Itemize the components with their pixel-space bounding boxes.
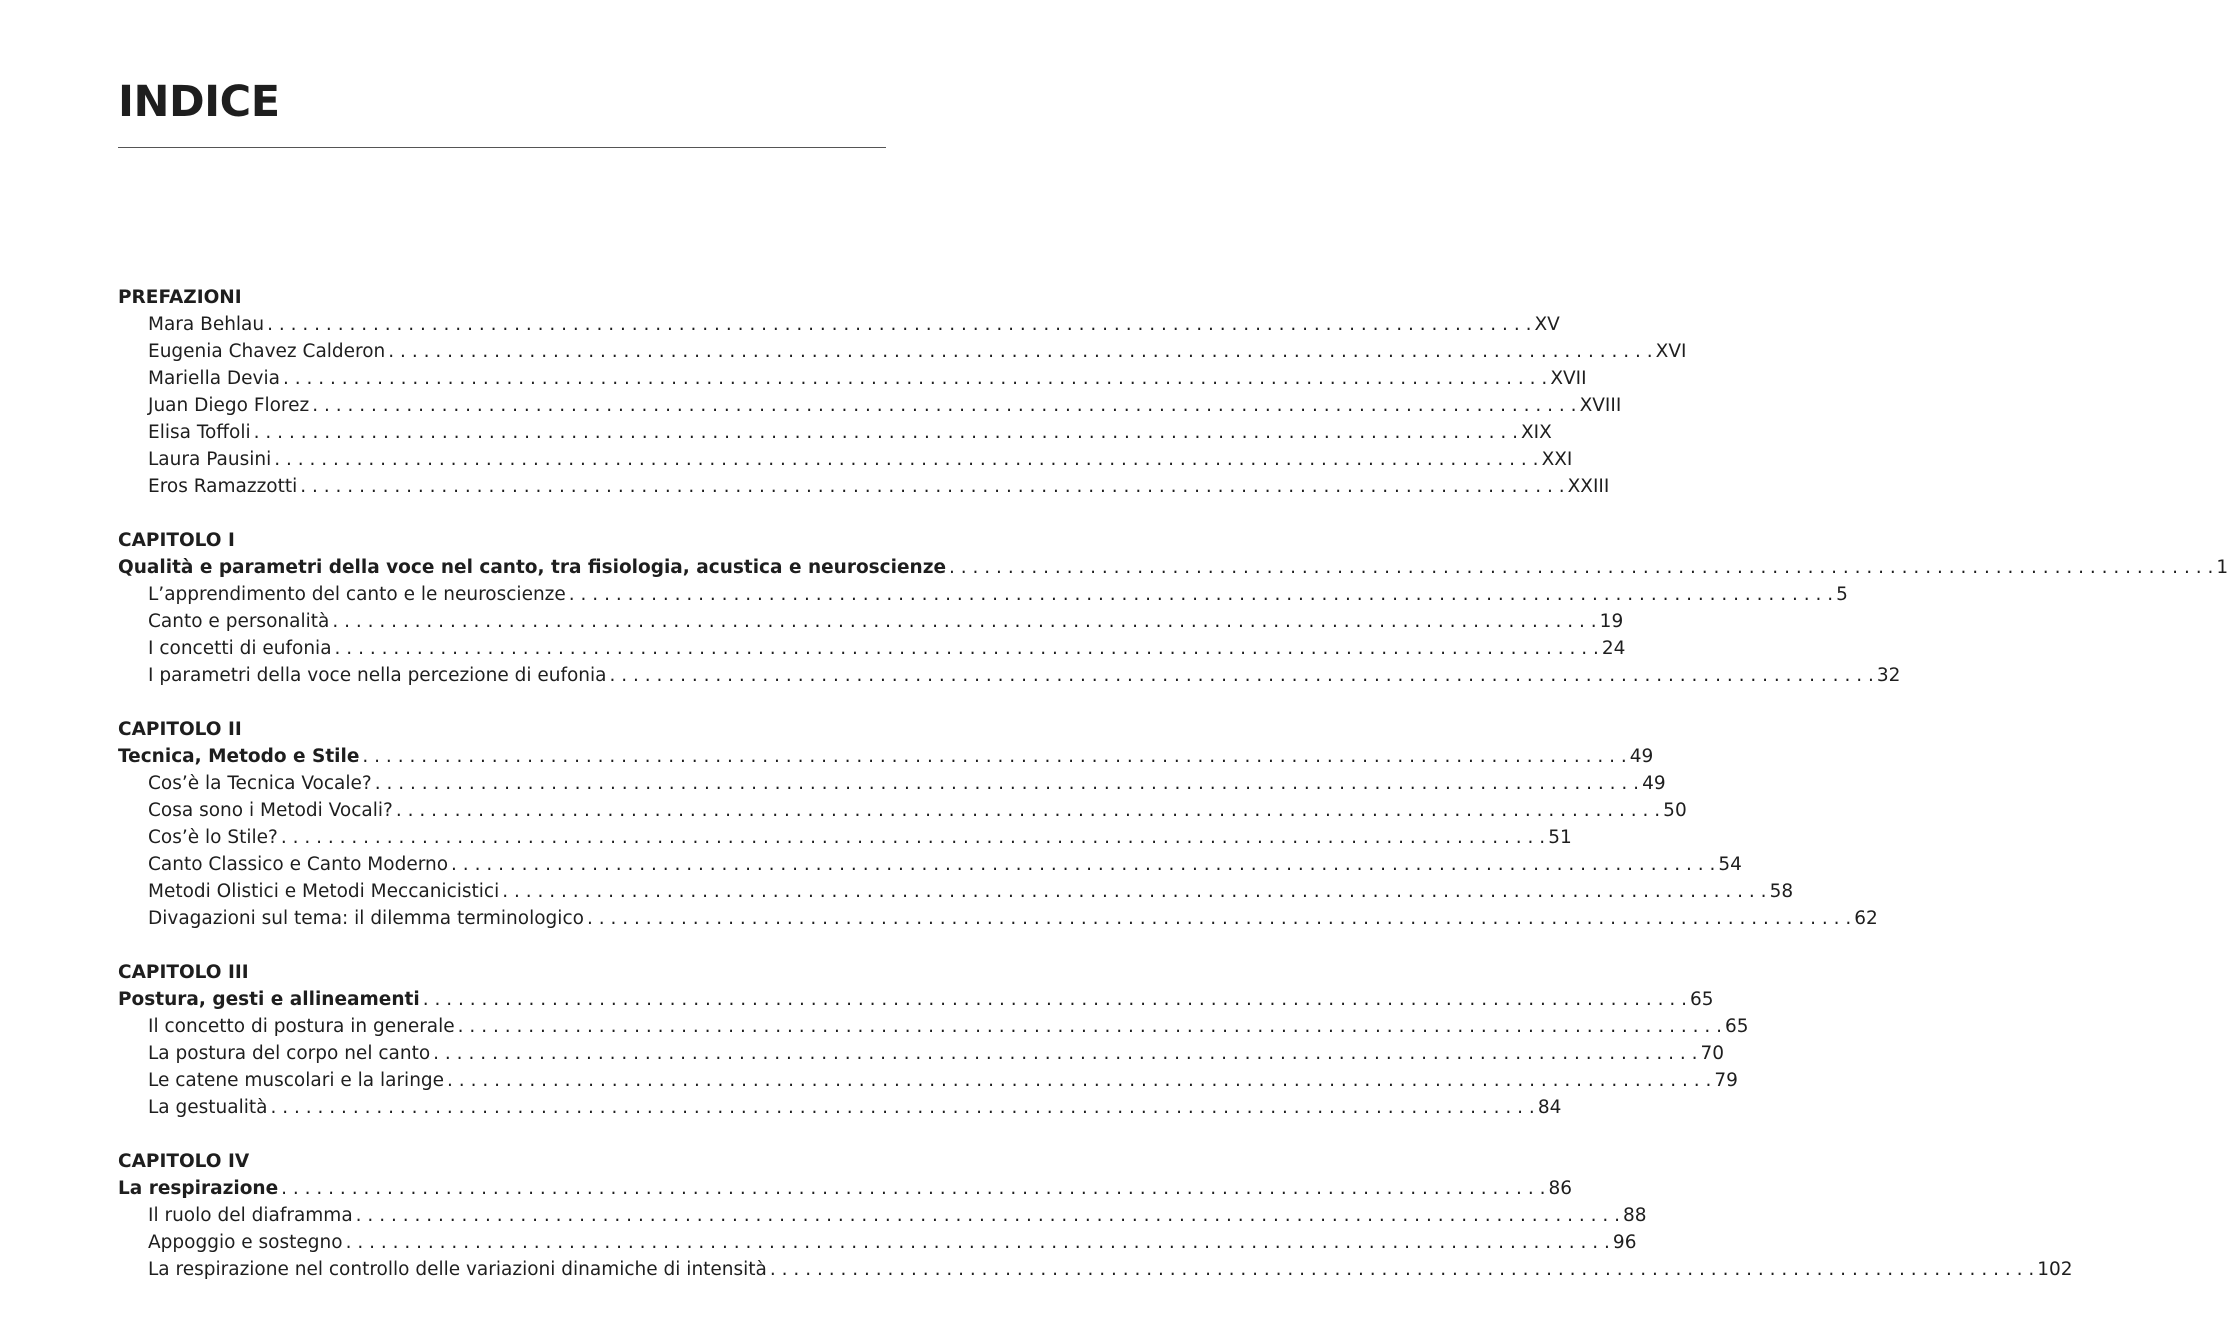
entry-title: I concetti di eufonia bbox=[148, 638, 332, 659]
entry-title: Eugenia Chavez Calderon bbox=[148, 341, 386, 362]
section-heading: CAPITOLO III bbox=[118, 962, 249, 983]
toc-section-capitolo-2 bbox=[118, 716, 1878, 932]
entry-title: Postura, gesti e allineamenti bbox=[118, 989, 420, 1010]
toc-chapter-entry[interactable] bbox=[118, 743, 1654, 770]
toc-chapter-entry[interactable] bbox=[118, 1175, 1573, 1202]
toc-entry[interactable] bbox=[118, 1094, 1562, 1121]
toc-entry[interactable] bbox=[118, 797, 1687, 824]
dot-leader bbox=[444, 1067, 1714, 1094]
entry-page: 50 bbox=[1663, 800, 1687, 821]
entry-title: Mara Behlau bbox=[148, 314, 265, 335]
dot-leader bbox=[946, 554, 2216, 581]
entry-title: La respirazione nel controllo delle variazioni dinamiche di intensità bbox=[148, 1259, 767, 1280]
section-heading: CAPITOLO II bbox=[118, 719, 242, 740]
entry-page: XIX bbox=[1521, 422, 1552, 443]
entry-page: 1 bbox=[2216, 557, 2228, 578]
toc-section-capitolo-4 bbox=[118, 1148, 2073, 1283]
entry-page: XXI bbox=[1541, 449, 1573, 470]
toc-entry[interactable] bbox=[118, 905, 1878, 932]
entry-page: XV bbox=[1534, 314, 1560, 335]
entry-title: Tecnica, Metodo e Stile bbox=[118, 746, 360, 767]
entry-page: 19 bbox=[1599, 611, 1624, 632]
entry-title: I parametri della voce nella percezione di eufonia bbox=[148, 665, 607, 686]
dot-leader bbox=[359, 743, 1629, 770]
entry-page: 102 bbox=[2037, 1259, 2073, 1280]
section-heading: CAPITOLO I bbox=[118, 530, 235, 551]
dot-leader bbox=[372, 770, 1642, 797]
dot-leader bbox=[278, 1175, 1548, 1202]
entry-page: XVII bbox=[1550, 368, 1587, 389]
entry-title: Il ruolo del diaframma bbox=[148, 1205, 353, 1226]
entry-page: 70 bbox=[1700, 1043, 1725, 1064]
dot-leader bbox=[455, 1013, 1725, 1040]
dot-leader bbox=[332, 635, 1602, 662]
entry-title: Elisa Toffoli bbox=[148, 422, 251, 443]
section-heading: PREFAZIONI bbox=[118, 287, 242, 308]
dot-leader bbox=[420, 986, 1690, 1013]
dot-leader bbox=[297, 473, 1567, 500]
entry-title: La respirazione bbox=[118, 1178, 279, 1199]
toc-section-capitolo-3 bbox=[118, 959, 1749, 1121]
dot-leader bbox=[385, 338, 1655, 365]
entry-title: La gestualità bbox=[148, 1097, 268, 1118]
entry-title: Laura Pausini bbox=[148, 449, 272, 470]
toc-entry[interactable] bbox=[118, 419, 1552, 446]
toc-entry[interactable] bbox=[118, 581, 1848, 608]
toc-chapter-entry[interactable] bbox=[118, 554, 2228, 581]
dot-leader bbox=[278, 824, 1548, 851]
toc-entry[interactable] bbox=[118, 824, 1572, 851]
toc-entry[interactable] bbox=[118, 1229, 1637, 1256]
toc-entry[interactable] bbox=[118, 1013, 1749, 1040]
dot-leader bbox=[353, 1202, 1623, 1229]
toc-entry[interactable] bbox=[118, 311, 1560, 338]
section-heading: CAPITOLO IV bbox=[118, 1151, 250, 1172]
entry-title: Canto e personalità bbox=[148, 611, 330, 632]
entry-page: 24 bbox=[1601, 638, 1626, 659]
toc-entry[interactable] bbox=[118, 1067, 1738, 1094]
entry-title: Appoggio e sostegno bbox=[148, 1232, 343, 1253]
dot-leader bbox=[393, 797, 1663, 824]
toc-chapter-entry[interactable] bbox=[118, 986, 1714, 1013]
dot-leader bbox=[267, 1094, 1537, 1121]
toc-entry[interactable] bbox=[118, 878, 1794, 905]
dot-leader bbox=[607, 662, 1877, 689]
page-title: INDICE bbox=[118, 77, 280, 127]
entry-page: XVI bbox=[1655, 341, 1687, 362]
entry-page: 54 bbox=[1718, 854, 1742, 875]
entry-title: Metodi Olistici e Metodi Meccanicistici bbox=[148, 881, 500, 902]
toc-entry[interactable] bbox=[118, 635, 1626, 662]
toc-entry[interactable] bbox=[118, 608, 1624, 635]
entry-page: XVIII bbox=[1579, 395, 1622, 416]
title-divider bbox=[118, 147, 886, 148]
entry-title: Il concetto di postura in generale bbox=[148, 1016, 455, 1037]
entry-title: Mariella Devia bbox=[148, 368, 280, 389]
toc-entry[interactable] bbox=[118, 392, 1622, 419]
entry-page: 51 bbox=[1548, 827, 1572, 848]
dot-leader bbox=[309, 392, 1579, 419]
entry-title: Divagazioni sul tema: il dilemma terminologico bbox=[148, 908, 584, 929]
toc-section-prefazioni bbox=[118, 284, 1687, 500]
dot-leader bbox=[271, 446, 1541, 473]
dot-leader bbox=[329, 608, 1599, 635]
entry-page: 5 bbox=[1836, 584, 1848, 605]
entry-page: 84 bbox=[1537, 1097, 1562, 1118]
dot-leader bbox=[251, 419, 1521, 446]
entry-page: 79 bbox=[1714, 1070, 1738, 1091]
dot-leader bbox=[280, 365, 1550, 392]
toc-entry[interactable] bbox=[118, 1256, 2073, 1283]
entry-page: 65 bbox=[1725, 1016, 1749, 1037]
entry-page: 96 bbox=[1612, 1232, 1637, 1253]
toc-entry[interactable] bbox=[118, 1202, 1647, 1229]
toc-entry[interactable] bbox=[118, 770, 1666, 797]
entry-page: 49 bbox=[1629, 746, 1654, 767]
entry-page: 65 bbox=[1690, 989, 1714, 1010]
toc-section-capitolo-1 bbox=[118, 527, 2228, 689]
entry-page: 86 bbox=[1548, 1178, 1573, 1199]
toc-entry[interactable] bbox=[118, 1040, 1725, 1067]
entry-page: 62 bbox=[1854, 908, 1878, 929]
dot-leader bbox=[430, 1040, 1700, 1067]
table-of-contents bbox=[118, 284, 2228, 1310]
dot-leader bbox=[448, 851, 1718, 878]
entry-title: Le catene muscolari e la laringe bbox=[148, 1070, 445, 1091]
entry-title: Eros Ramazzotti bbox=[148, 476, 298, 497]
entry-page: 49 bbox=[1642, 773, 1666, 794]
toc-entry[interactable] bbox=[118, 446, 1573, 473]
entry-page: 88 bbox=[1623, 1205, 1647, 1226]
entry-title: La postura del corpo nel canto bbox=[148, 1043, 431, 1064]
entry-title: L’apprendimento del canto e le neuroscienze bbox=[148, 584, 566, 605]
toc-entry[interactable] bbox=[118, 662, 1901, 689]
toc-entry[interactable] bbox=[118, 473, 1610, 500]
entry-title: Juan Diego Florez bbox=[148, 395, 310, 416]
dot-leader bbox=[566, 581, 1836, 608]
entry-title: Cos’è lo Stile? bbox=[148, 827, 278, 848]
dot-leader bbox=[343, 1229, 1613, 1256]
dot-leader bbox=[264, 311, 1534, 338]
dot-leader bbox=[499, 878, 1769, 905]
dot-leader bbox=[767, 1256, 2037, 1283]
entry-page: 32 bbox=[1876, 665, 1901, 686]
dot-leader bbox=[584, 905, 1854, 932]
entry-title: Canto Classico e Canto Moderno bbox=[148, 854, 449, 875]
entry-page: XXIII bbox=[1567, 476, 1610, 497]
toc-entry[interactable] bbox=[118, 338, 1687, 365]
toc-entry[interactable] bbox=[118, 365, 1587, 392]
toc-entry[interactable] bbox=[118, 851, 1742, 878]
entry-page: 58 bbox=[1769, 881, 1794, 902]
entry-title: Qualità e parametri della voce nel canto, tra fisiologia, acustica e neuroscienze bbox=[118, 557, 947, 578]
entry-title: Cos’è la Tecnica Vocale? bbox=[148, 773, 372, 794]
entry-title: Cosa sono i Metodi Vocali? bbox=[148, 800, 393, 821]
